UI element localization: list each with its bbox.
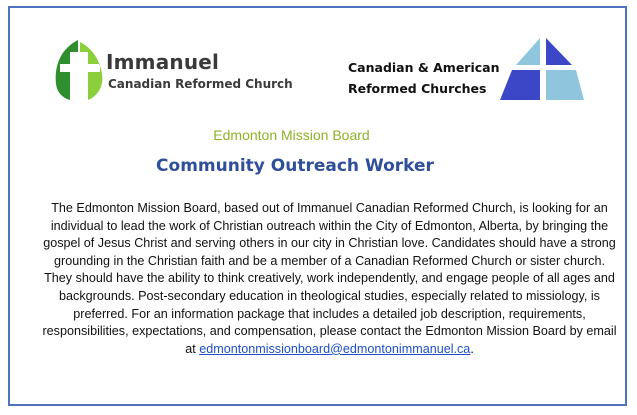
triangle-cross-icon [500, 38, 584, 100]
board-name: Edmonton Mission Board [213, 127, 370, 143]
email-link[interactable]: edmontonmissionboard@edmontonimmanuel.ca [199, 341, 471, 356]
immanuel-logo [50, 38, 300, 108]
car-logo-line2: Reformed Churches [348, 81, 487, 96]
page-title: Community Outreach Worker [156, 156, 434, 176]
job-description [40, 200, 619, 358]
document-frame [8, 6, 627, 406]
car-logo [348, 38, 598, 108]
description-text: The Edmonton Mission Board, based out of Immanuel Canadian Reformed Church, is looking for an individual to lead the work of Christian outreach within the City of Edmonton, Alberta, by bringing the gospel of Jesus Christ and serving others in our city in Christian love. Candidates should have a strong grounding in the Christian faith and be a member of a Canadian Reformed Church or sister church. They should have the ability to think creatively, work independently, and engage people of all ages and backgrounds. Post-secondary education in theological studies, especially related to missiology, is preferred. For an information package that includes a detailed job description, requirements, responsibilities, expectations, and compensation, please contact the Edmonton Mission Board by email at [42, 201, 617, 356]
description-end: . [470, 341, 474, 356]
car-logo-line1: Canadian & American [348, 60, 500, 75]
immanuel-subtitle: Canadian Reformed Church [108, 77, 293, 91]
cross-leaf-icon [50, 38, 106, 102]
immanuel-title: Immanuel [106, 50, 220, 74]
